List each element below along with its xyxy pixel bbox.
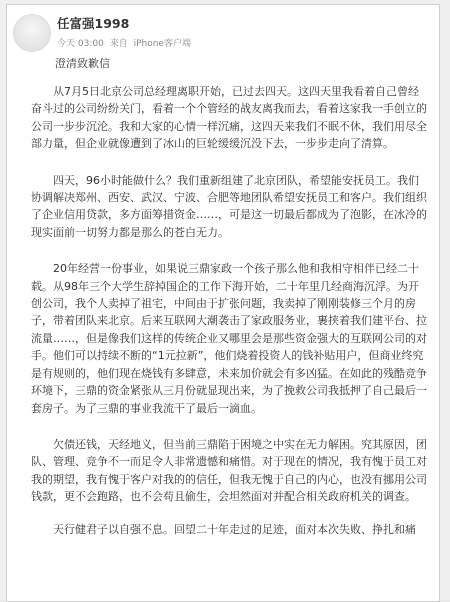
source-prefix: 来自: [109, 39, 128, 49]
paragraph-1: 从7月5日北京公司总经理离职开始，已过去四天。这四天里我看着自己曾经奋斗过的公司纷纷关门，看着一个个管经的战友离我而去，看着这家我一手创立的公司一步步沉沦。我和大家的心情一样沉痛，这四天来我们不眠不休，我们用尽全部力量，但企业就像遭到了冰山的巨轮缓缓沉没下去，一步步走向了清算。: [31, 85, 427, 151]
paragraph-4: 欠债还钱，天经地义，但当前三鼎陷于困境之中实在无力解困。究其原因，团队、管理、竞争不一而足令人非常遗憾和痛惜。对于现在的情况，我有愧于员工对我的期望，我有愧于客户对我的的信任，但我无愧于自己的内心，也没有挪用公司钱款，更不会跑路，也不会苟且偷生，会坦然面对并配合相关政府机关的调查。: [31, 437, 427, 504]
post-header: [7, 5, 439, 51]
post-source[interactable]: iPhone客户端: [133, 39, 191, 49]
post-meta: [57, 36, 194, 49]
avatar[interactable]: [13, 14, 51, 52]
paragraph-5: 天行健君子以自强不息。回望二十年走过的足迹，面对本次失败、挣扎和痛: [53, 522, 416, 536]
paragraph-3: 20年经营一份事业，如果说三鼎家政一个孩子那么他和我相守相伴已经二十载。从98年三个大学生辞掉国企的工作下海开始，二十年里几经商海沉浮。为开创公司，我个人卖掉了祖宅，中间由于扩张问题，我卖掉了刚刚装修三个月的房子，带着团队来北京。后来互联网大潮袭击了家政服务业，裹挟着我们建平台、拉流量……，但是像我们这样的传统企业又哪里会是那些资金强大的互联网公司的对手。他们可以持续不断的“1元拉新”，他们烧着投资人的钱补贴用户，但商业终究是有规则的，他们现在烧钱有多肆意，未来加价就会有多凶猛。在如此的残酷竞争环境下，三鼎的资金紧张从三月份就显现出来，为了挽救公司我抵押了自己最后一套房子。为了三鼎的事业我流干了最后一滴血。: [31, 262, 427, 415]
post-title: 澄清致歉信: [55, 57, 110, 70]
post-card: [6, 4, 440, 602]
author-name[interactable]: 任富强1998: [57, 16, 130, 31]
post-body: [31, 83, 427, 557]
paragraph-2: 四天，96小时能做什么？我们重新组建了北京团队，希望能安抚员工。我们协调解决郑州、西安、武汉、宁波、合肥等地团队希望安抚员工和客户。我们组织了企业信用贷款，多方面筹措资金……，可是这一切最后都成为了泡影，在冰冷的现实面前一切努力都是那么的苍白无力。: [31, 173, 427, 239]
post-time: 今天 03:00: [57, 39, 104, 49]
